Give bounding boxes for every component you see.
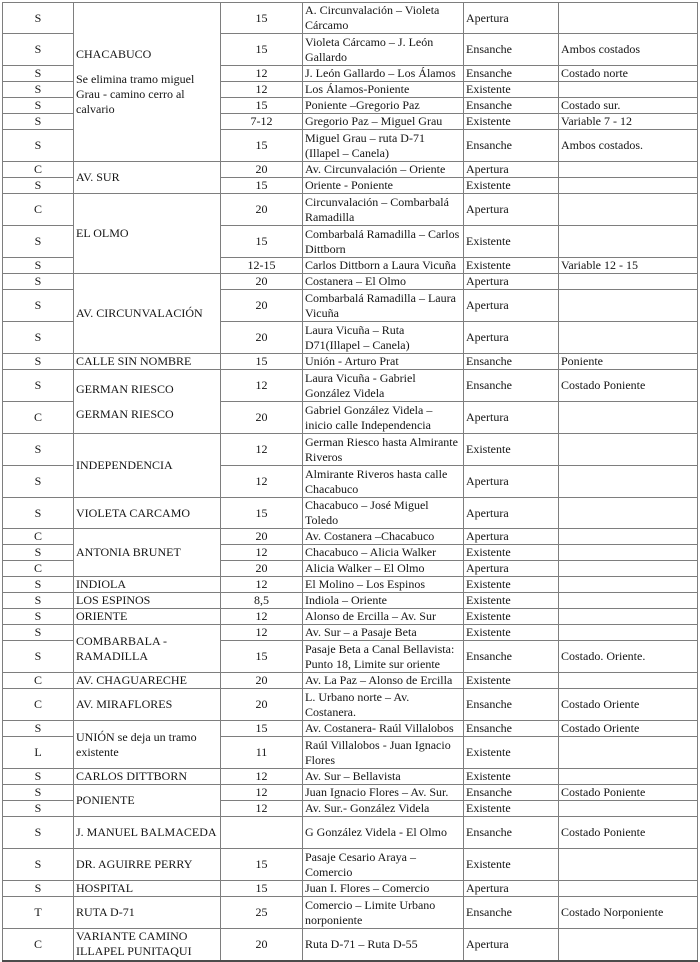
street-name-cell: [74, 625, 221, 673]
segment-cell: Av. La Paz – Alonso de Ercilla: [303, 673, 464, 689]
status-cell: Apertura: [464, 881, 559, 897]
status-cell: Existente: [464, 625, 559, 641]
side-cell: [559, 498, 698, 529]
street-name-line: AV. SUR: [76, 170, 120, 184]
street-name-line: CHACABUCO: [76, 47, 152, 61]
width-cell: 12: [221, 370, 303, 402]
category-cell: C: [3, 194, 74, 226]
status-cell: Ensanche: [464, 721, 559, 737]
category-cell: S: [3, 434, 74, 466]
width-cell: 15: [221, 721, 303, 737]
side-cell: [559, 82, 698, 98]
table-row: [3, 354, 698, 370]
side-cell: Variable 12 - 15: [559, 258, 698, 274]
category-cell: S: [3, 785, 74, 801]
width-cell: 7-12: [221, 114, 303, 130]
street-name-cell: [74, 897, 221, 929]
width-cell: 12: [221, 785, 303, 801]
segment-cell: Chacabuco – Alicia Walker: [303, 545, 464, 561]
side-cell: Costado Poniente: [559, 370, 698, 402]
street-name-cell: [74, 881, 221, 897]
segment-cell: Unión - Arturo Prat: [303, 354, 464, 370]
width-cell: 8,5: [221, 593, 303, 609]
table-row: [3, 785, 698, 801]
category-cell: C: [3, 689, 74, 721]
segment-cell: A. Circunvalación – Violeta Cárcamo: [303, 3, 464, 34]
side-cell: Variable 7 - 12: [559, 114, 698, 130]
street-name-line: INDIOLA: [76, 577, 126, 591]
status-cell: Existente: [464, 82, 559, 98]
street-name-line: CARLOS DITTBORN: [76, 769, 188, 783]
segment-cell: Ruta D-71 – Ruta D-55: [303, 929, 464, 961]
side-cell: Costado Oriente: [559, 721, 698, 737]
segment-cell: Av. Circunvalación – Oriente: [303, 162, 464, 178]
category-cell: S: [3, 577, 74, 593]
segment-cell: Juan Ignacio Flores – Av. Sur.: [303, 785, 464, 801]
document-page: [2, 2, 698, 962]
category-cell: S: [3, 290, 74, 322]
street-name-line: AV. CHAGUARECHE: [76, 673, 187, 687]
side-cell: [559, 3, 698, 34]
street-name-spacer: [76, 62, 218, 72]
side-cell: [559, 466, 698, 498]
status-cell: Existente: [464, 801, 559, 817]
segment-cell: Raúl Villalobos - Juan Ignacio Flores: [303, 737, 464, 769]
table-row: [3, 593, 698, 609]
street-name-cell: [74, 162, 221, 194]
category-cell: S: [3, 721, 74, 737]
segment-cell: Poniente –Gregorio Paz: [303, 98, 464, 114]
segment-cell: Combarbalá Ramadilla – Carlos Dittborn: [303, 226, 464, 258]
width-cell: 15: [221, 498, 303, 529]
segment-cell: Carlos Dittborn a Laura Vicuña: [303, 258, 464, 274]
table-row: [3, 3, 698, 34]
street-name-cell: [74, 194, 221, 274]
table-row: [3, 897, 698, 929]
street-name-line: EL OLMO: [76, 226, 129, 240]
street-name-line: COMBARBALA - RAMADILLA: [76, 633, 168, 663]
width-cell: 12: [221, 82, 303, 98]
width-cell: 12: [221, 466, 303, 498]
segment-cell: Laura Vicuña - Gabriel González Videla: [303, 370, 464, 402]
segment-cell: Alicia Walker – El Olmo: [303, 561, 464, 577]
street-name-line: UNIÓN se deja un tramo existente: [76, 729, 197, 759]
side-cell: [559, 609, 698, 625]
width-cell: 20: [221, 561, 303, 577]
segment-cell: L. Urbano norte – Av. Costanera.: [303, 689, 464, 721]
side-cell: [559, 529, 698, 545]
category-cell: S: [3, 226, 74, 258]
status-cell: Existente: [464, 258, 559, 274]
table-body: [3, 3, 698, 961]
status-cell: Existente: [464, 609, 559, 625]
category-cell: S: [3, 498, 74, 529]
status-cell: Existente: [464, 849, 559, 881]
segment-cell: German Riesco hasta Almirante Riveros: [303, 434, 464, 466]
category-cell: L: [3, 737, 74, 769]
side-cell: [559, 226, 698, 258]
status-cell: Ensanche: [464, 897, 559, 929]
street-name-cell: [74, 609, 221, 625]
segment-cell: Chacabuco – José Miguel Toledo: [303, 498, 464, 529]
street-name-cell: [74, 274, 221, 354]
table-row: [3, 673, 698, 689]
segment-cell: G González Videla - El Olmo: [303, 817, 464, 849]
street-name-line: J. MANUEL BALMACEDA: [76, 825, 217, 839]
status-cell: Apertura: [464, 162, 559, 178]
table-row: [3, 370, 698, 402]
street-name-line: Se elimina tramo miguel Grau - camino cerro al calvario: [76, 72, 195, 116]
side-cell: [559, 545, 698, 561]
segment-cell: Pasaje Cesario Araya – Comercio: [303, 849, 464, 881]
status-cell: Ensanche: [464, 98, 559, 114]
width-cell: 12: [221, 769, 303, 785]
street-name-line: INDEPENDENCIA: [76, 458, 173, 472]
table-row: [3, 609, 698, 625]
status-cell: Apertura: [464, 529, 559, 545]
width-cell: 12: [221, 625, 303, 641]
status-cell: Existente: [464, 593, 559, 609]
table-row: [3, 162, 698, 178]
category-cell: S: [3, 258, 74, 274]
width-cell: 12: [221, 434, 303, 466]
status-cell: Ensanche: [464, 689, 559, 721]
width-cell: [221, 817, 303, 849]
status-cell: Existente: [464, 577, 559, 593]
side-cell: Costado Oriente: [559, 689, 698, 721]
category-cell: C: [3, 673, 74, 689]
side-cell: [559, 290, 698, 322]
width-cell: 20: [221, 529, 303, 545]
status-cell: Apertura: [464, 929, 559, 961]
side-cell: Costado Norponiente: [559, 897, 698, 929]
width-cell: 15: [221, 34, 303, 66]
category-cell: S: [3, 769, 74, 785]
category-cell: S: [3, 801, 74, 817]
width-cell: 20: [221, 194, 303, 226]
side-cell: [559, 801, 698, 817]
category-cell: C: [3, 529, 74, 545]
category-cell: C: [3, 402, 74, 434]
side-cell: [559, 274, 698, 290]
width-cell: 15: [221, 849, 303, 881]
width-cell: 11: [221, 737, 303, 769]
side-cell: [559, 849, 698, 881]
segment-cell: Av. Sur – a Pasaje Beta: [303, 625, 464, 641]
street-name-line: AV. MIRAFLORES: [76, 697, 173, 711]
category-cell: S: [3, 178, 74, 194]
table-row: [3, 194, 698, 226]
street-name-line: LOS ESPINOS: [76, 593, 151, 607]
status-cell: Existente: [464, 737, 559, 769]
width-cell: 20: [221, 673, 303, 689]
table-row: [3, 625, 698, 641]
table-row: [3, 849, 698, 881]
street-name-cell: [74, 577, 221, 593]
street-name-line: VIOLETA CARCAMO: [76, 505, 191, 520]
width-cell: 15: [221, 3, 303, 34]
segment-cell: Oriente - Poniente: [303, 178, 464, 194]
category-cell: C: [3, 162, 74, 178]
street-name-cell: [74, 434, 221, 498]
segment-cell: Alonso de Ercilla – Av. Sur: [303, 609, 464, 625]
side-cell: Costado. Oriente.: [559, 641, 698, 673]
table-row: [3, 817, 698, 849]
status-cell: Existente: [464, 545, 559, 561]
side-cell: Poniente: [559, 354, 698, 370]
side-cell: [559, 402, 698, 434]
segment-cell: Pasaje Beta a Canal Bellavista: Punto 18, Limite sur oriente: [303, 641, 464, 673]
status-cell: Apertura: [464, 274, 559, 290]
category-cell: S: [3, 3, 74, 34]
table-row: [3, 769, 698, 785]
side-cell: Ambos costados: [559, 34, 698, 66]
segment-cell: Comercio – Limite Urbano norponiente: [303, 897, 464, 929]
side-cell: [559, 561, 698, 577]
street-name-cell: [74, 673, 221, 689]
status-cell: Existente: [464, 114, 559, 130]
segment-cell: J. León Gallardo – Los Álamos: [303, 66, 464, 82]
segment-cell: Los Álamos-Poniente: [303, 82, 464, 98]
width-cell: 20: [221, 402, 303, 434]
status-cell: Apertura: [464, 194, 559, 226]
segment-cell: Av. Costanera –Chacabuco: [303, 529, 464, 545]
status-cell: Ensanche: [464, 34, 559, 66]
segment-cell: Circunvalación – Combarbalá Ramadilla: [303, 194, 464, 226]
side-cell: Costado Poniente: [559, 817, 698, 849]
street-name-cell: [74, 354, 221, 370]
category-cell: S: [3, 593, 74, 609]
category-cell: S: [3, 641, 74, 673]
width-cell: 12: [221, 609, 303, 625]
street-name-cell: [74, 529, 221, 577]
side-cell: Costado Poniente: [559, 785, 698, 801]
street-name-line: CALLE SIN NOMBRE: [76, 354, 192, 368]
table-row: [3, 881, 698, 897]
width-cell: 15: [221, 354, 303, 370]
street-name-line: ANTONIA BRUNET: [76, 545, 181, 559]
width-cell: 15: [221, 178, 303, 194]
segment-cell: Laura Vicuña – Ruta D71(Illapel – Canela): [303, 322, 464, 354]
table-row: [3, 274, 698, 290]
status-cell: Ensanche: [464, 354, 559, 370]
width-cell: 12: [221, 577, 303, 593]
width-cell: 20: [221, 290, 303, 322]
status-cell: Apertura: [464, 322, 559, 354]
table-row: [3, 721, 698, 737]
street-name-cell: [74, 3, 221, 162]
status-cell: Apertura: [464, 498, 559, 529]
category-cell: S: [3, 34, 74, 66]
side-cell: [559, 625, 698, 641]
width-cell: 12-15: [221, 258, 303, 274]
street-name-cell: [74, 689, 221, 721]
category-cell: S: [3, 322, 74, 354]
street-name-line: AV. CIRCUNVALACIÓN: [76, 306, 203, 320]
category-cell: S: [3, 82, 74, 98]
street-name-line: VARIANTE CAMINO ILLAPEL PUNITAQUI: [76, 929, 192, 959]
status-cell: Ensanche: [464, 817, 559, 849]
status-cell: Existente: [464, 769, 559, 785]
category-cell: S: [3, 66, 74, 82]
width-cell: 25: [221, 897, 303, 929]
category-cell: S: [3, 609, 74, 625]
street-name-line: ORIENTE: [76, 609, 128, 623]
street-name-line: HOSPITAL: [76, 881, 134, 895]
category-cell: S: [3, 817, 74, 849]
street-name-cell: [74, 817, 221, 849]
width-cell: 20: [221, 322, 303, 354]
status-cell: Apertura: [464, 561, 559, 577]
side-cell: [559, 162, 698, 178]
segment-cell: Miguel Grau – ruta D-71 (Illapel – Canela): [303, 130, 464, 162]
width-cell: 20: [221, 274, 303, 290]
category-cell: S: [3, 849, 74, 881]
side-cell: [559, 673, 698, 689]
table-row: [3, 498, 698, 529]
street-name-line: RUTA D-71: [76, 905, 135, 919]
street-name-cell: [74, 785, 221, 817]
category-cell: S: [3, 354, 74, 370]
width-cell: 20: [221, 689, 303, 721]
width-cell: 15: [221, 226, 303, 258]
table-row: [3, 434, 698, 466]
status-cell: Existente: [464, 178, 559, 194]
street-name-spacer: [76, 397, 218, 407]
side-cell: Costado sur.: [559, 98, 698, 114]
table-row: [3, 529, 698, 545]
category-cell: S: [3, 881, 74, 897]
category-cell: S: [3, 545, 74, 561]
side-cell: [559, 194, 698, 226]
street-name-line: PONIENTE: [76, 793, 135, 807]
table-row: [3, 689, 698, 721]
segment-cell: Violeta Cárcamo – J. León Gallardo: [303, 34, 464, 66]
width-cell: 20: [221, 929, 303, 961]
street-name-cell: [74, 769, 221, 785]
segment-cell: Indiola – Oriente: [303, 593, 464, 609]
segment-cell: Av. Sur.- González Videla: [303, 801, 464, 817]
status-cell: Ensanche: [464, 66, 559, 82]
width-cell: 15: [221, 641, 303, 673]
segment-cell: Juan I. Flores – Comercio: [303, 881, 464, 897]
status-cell: Ensanche: [464, 130, 559, 162]
side-cell: [559, 769, 698, 785]
side-cell: Ambos costados.: [559, 130, 698, 162]
category-cell: S: [3, 274, 74, 290]
category-cell: S: [3, 466, 74, 498]
side-cell: [559, 434, 698, 466]
status-cell: Existente: [464, 434, 559, 466]
width-cell: 15: [221, 881, 303, 897]
segment-cell: Av. Sur – Bellavista: [303, 769, 464, 785]
street-name-cell: [74, 498, 221, 529]
segment-cell: Gabriel González Videla – inicio calle Independencia: [303, 402, 464, 434]
category-cell: S: [3, 625, 74, 641]
width-cell: 12: [221, 66, 303, 82]
segment-cell: Gregorio Paz – Miguel Grau: [303, 114, 464, 130]
category-cell: S: [3, 98, 74, 114]
side-cell: [559, 322, 698, 354]
side-cell: [559, 881, 698, 897]
status-cell: Existente: [464, 673, 559, 689]
status-cell: Existente: [464, 226, 559, 258]
street-name-cell: [74, 370, 221, 434]
side-cell: [559, 577, 698, 593]
category-cell: S: [3, 114, 74, 130]
side-cell: [559, 737, 698, 769]
status-cell: Apertura: [464, 466, 559, 498]
category-cell: C: [3, 929, 74, 961]
side-cell: [559, 593, 698, 609]
side-cell: [559, 178, 698, 194]
status-cell: Apertura: [464, 3, 559, 34]
segment-cell: El Molino – Los Espinos: [303, 577, 464, 593]
table-row: [3, 577, 698, 593]
width-cell: 12: [221, 801, 303, 817]
status-cell: Apertura: [464, 290, 559, 322]
width-cell: 12: [221, 545, 303, 561]
category-cell: S: [3, 130, 74, 162]
street-name-cell: [74, 849, 221, 881]
status-cell: Apertura: [464, 402, 559, 434]
category-cell: C: [3, 561, 74, 577]
segment-cell: Combarbalá Ramadilla – Laura Vicuña: [303, 290, 464, 322]
street-name-line: DR. AGUIRRE PERRY: [76, 857, 193, 871]
status-cell: Ensanche: [464, 641, 559, 673]
segment-cell: Av. Costanera- Raúl Villalobos: [303, 721, 464, 737]
category-cell: T: [3, 897, 74, 929]
segment-cell: Costanera – El Olmo: [303, 274, 464, 290]
street-name-line: GERMAN RIESCO: [76, 406, 174, 421]
street-name-cell: [74, 721, 221, 769]
width-cell: 15: [221, 98, 303, 114]
width-cell: 20: [221, 162, 303, 178]
status-cell: Ensanche: [464, 785, 559, 801]
status-cell: Ensanche: [464, 370, 559, 402]
category-cell: S: [3, 370, 74, 402]
width-cell: 15: [221, 130, 303, 162]
side-cell: Costado norte: [559, 66, 698, 82]
street-name-line: GERMAN RIESCO: [76, 381, 174, 396]
street-name-cell: [74, 593, 221, 609]
street-widths-table: [2, 2, 698, 962]
segment-cell: Almirante Riveros hasta calle Chacabuco: [303, 466, 464, 498]
